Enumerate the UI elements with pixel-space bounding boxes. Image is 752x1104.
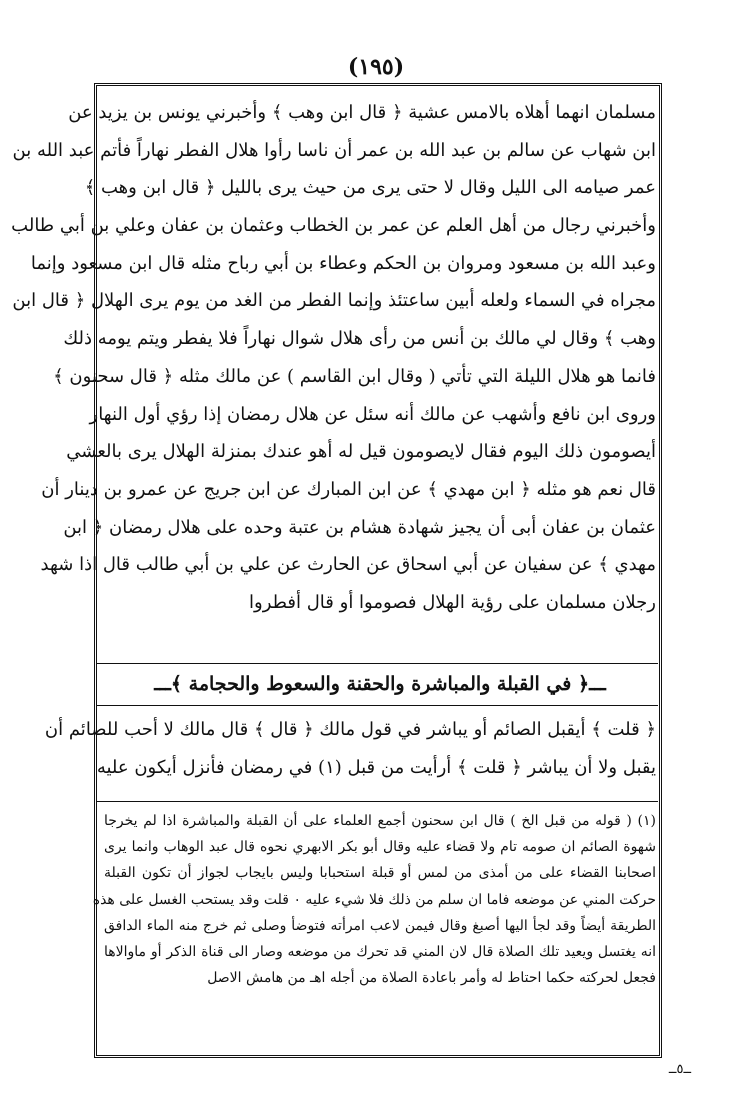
text-line: وعبد الله بن مسعود ومروان بن الحكم وعطاء بن أبي رباح مثله قال ابن مسعود وإنما xyxy=(30,252,656,274)
footnote-divider xyxy=(96,801,658,802)
footnote-line: انه يغتسل ويعيد تلك الصلاة قال لان المني قد تحرك من موضعه وصار الى قناة الذكر أو ماوالاها xyxy=(104,943,656,960)
text-line: عمر صيامه الى الليل وقال لا حتى يرى من حيث يرى بالليل ﴿ قال ابن وهب ﴾ xyxy=(84,177,656,199)
signature-mark: ــ٥ــ xyxy=(668,1062,692,1077)
text-line: وأخبرني رجال من أهل العلم عن عمر بن الخطاب وعثمان بن عفان وعلي بن أبي طالب xyxy=(11,215,656,237)
text-line: قال نعم هو مثله ﴿ ابن مهدي ﴾ عن ابن المبارك عن ابن جريج عن عمرو بن دينار أن xyxy=(41,478,656,500)
text-line: عثمان بن عفان أبى أن يجيز شهادة هشام بن عتبة وحده على هلال رمضان ﴿ ابن xyxy=(63,516,656,538)
footnote-line: الطريقة أيضاً وقد لجأ اليها أصبغ وقال فيمن لاعب امرأته فتوضأ وصلى ثم خرج منه الماء الدافق xyxy=(104,917,656,934)
text-line: رجلان مسلمان على رؤية الهلال فصوموا أو قال أفطروا xyxy=(249,591,656,613)
footnote-line: شهوة الصائم ان صومه تام ولا قضاء عليه وقال أبو بكر الابهري نحوه قال عبد الوهاب وانما يرى xyxy=(104,839,656,856)
text-line: مجراه في السماء ولعله أبين ساعتئذ وإنما الفطر من الغد من يوم يرى الهلال ﴿ قال ابن xyxy=(12,290,656,312)
text-line: فانما هو هلال الليلة التي تأتي ( وقال ابن القاسم ) عن مالك مثله ﴿ قال سحنون ﴾ xyxy=(53,365,656,387)
footnote-line: فجعل لحركته حكما احتاط له وأمر باعادة الصلاة من أجله اهـ من هامش الاصل xyxy=(207,970,656,987)
page-number: (١٩٥) xyxy=(347,54,405,80)
answer-text xyxy=(44,711,656,787)
section-divider-bottom xyxy=(96,705,658,706)
footnote-line: (١) ( قوله من قبل الخ ) قال ابن سحنون أجمع العلماء على أن القبلة والمباشرة اذا لم يخرجا xyxy=(104,813,656,829)
text-line: أيصومون ذلك اليوم فقال لايصومون قيل له أهو عندك بمنزلة الهلال يرى بالعشي xyxy=(66,441,656,463)
footnote xyxy=(92,808,656,991)
text-line: وهب ﴾ وقال لي مالك بن أنس من رأى هلال شوال نهاراً فلا يفطر ويتم يومه ذلك xyxy=(63,328,656,350)
text-line: ﴿ قلت ﴾ أيقبل الصائم أو يباشر في قول مالك ﴿ قال ﴾ قال مالك لا أحب للصائم أن xyxy=(44,719,656,740)
text-line: يقبل ولا أن يباشر ﴿ قلت ﴾ أرأيت من قبل (١) في رمضان فأنزل أيكون عليه xyxy=(96,757,656,778)
text-line: ابن شهاب عن سالم بن عبد الله بن عمر أن ناسا رأوا هلال الفطر نهاراً فأتم عبد الله بن xyxy=(12,139,656,161)
main-text xyxy=(11,94,656,622)
text-line: مسلمان انهما أهلاه بالامس عشية ﴿ قال ابن وهب ﴾ وأخبرني يونس بن يزيد عن xyxy=(68,102,656,123)
text-line: وروى ابن نافع وأشهب عن مالك أنه سئل عن هلال رمضان إذا رؤي أول النهار xyxy=(89,403,656,425)
text-line: مهدي ﴾ عن سفيان عن أبي اسحاق عن الحارث عن علي بن أبي طالب قال اذا شهد xyxy=(40,554,656,576)
footnote-line: اصحابنا القضاء على من أمذى من لمس أو قبلة استحبابا وليس بايجاب لجواز أن تكون القبلة xyxy=(104,865,656,882)
footnote-line: حركت المني عن موضعه فاما ان سلم من ذلك فلا شيء عليه ٠ قلت وقد يستحب الغسل على هذه xyxy=(92,891,656,908)
section-divider-top xyxy=(96,663,658,664)
section-heading: ـــ﴿ في القبلة والمباشرة والحقنة والسعوط والحجامة ﴾ـــ xyxy=(154,673,606,695)
